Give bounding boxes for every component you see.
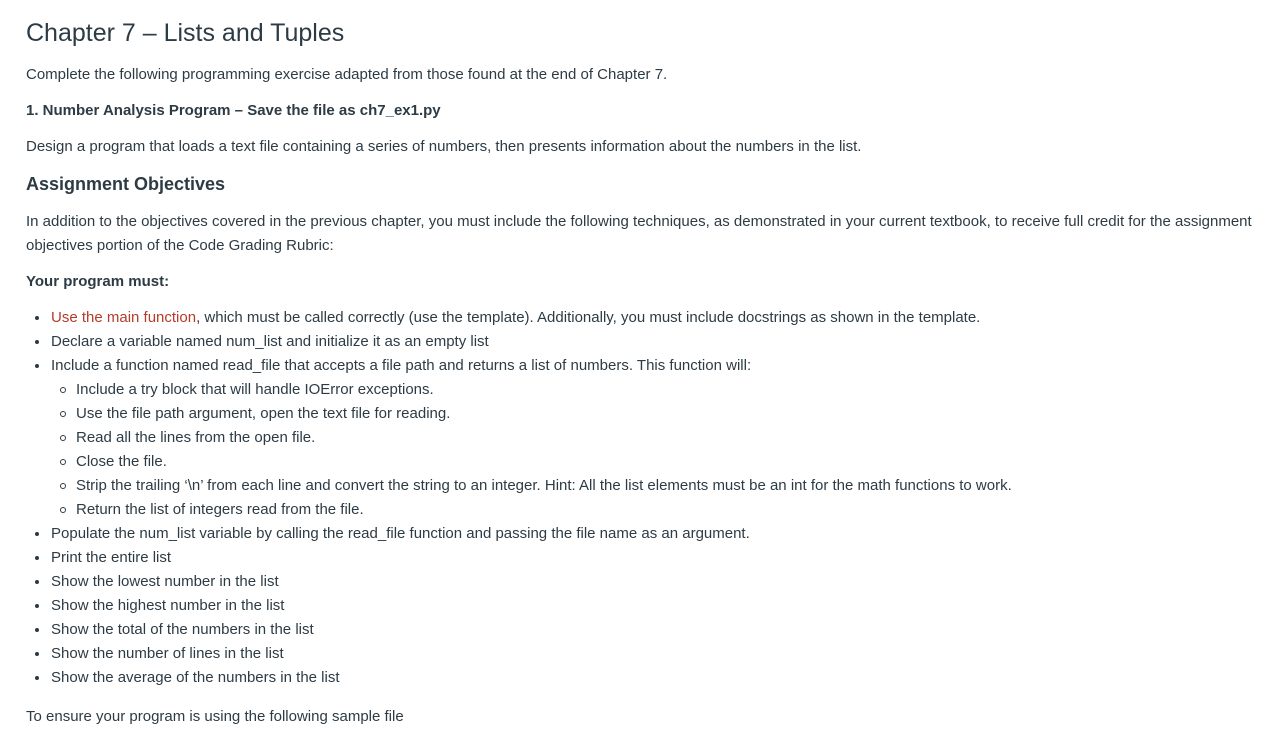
objectives-heading: Assignment Objectives (26, 174, 226, 194)
list-item (26, 666, 1012, 690)
objectives-text: In addition to the objectives covered in the previous chapter, you must include the following techniques, as demonstrated in your current textbook, to receive full credit for the assignment objectives portion of the Code Grading Rubric: (26, 213, 1252, 254)
cutoff-text: To ensure your program is using the following sample file (26, 708, 404, 725)
list-item (26, 306, 1012, 330)
list-item-text: Include a function named read_file that accepts a file path and returns a list of numbers. This function will: (51, 357, 752, 374)
bullet-icon (35, 628, 39, 632)
list-item-text: Show the highest number in the list (51, 597, 285, 614)
list-item (26, 618, 1012, 642)
page-title: Chapter 7 – Lists and Tuples (26, 19, 345, 47)
list-item-text: Show the lowest number in the list (51, 573, 279, 590)
bullet-icon (35, 580, 39, 584)
main-function-link[interactable]: Use the main function (51, 309, 197, 326)
list-item-text: Declare a variable named num_list and initialize it as an empty list (51, 333, 489, 350)
bullet-icon (35, 316, 39, 320)
must-heading: Your program must: (26, 273, 170, 290)
bullet-icon (35, 364, 39, 368)
circle-bullet-icon (60, 387, 66, 393)
circle-bullet-icon (60, 483, 66, 489)
list-item-text: Show the total of the numbers in the list (51, 621, 314, 638)
list-item-text: , which must be called correctly (use the template). Additionally, you must include docstrings as shown in the template. (196, 309, 981, 326)
sublist-item-text: Close the file. (76, 453, 167, 470)
requirements-list (26, 306, 1012, 690)
sublist-item-text: Return the list of integers read from the file. (76, 501, 364, 518)
sublist-item-text: Use the file path argument, open the text file for reading. (76, 405, 451, 422)
circle-bullet-icon (60, 411, 66, 417)
list-item (26, 330, 1012, 354)
bullet-icon (35, 604, 39, 608)
sublist-item (51, 474, 1012, 498)
bullet-icon (35, 556, 39, 560)
sublist-item (51, 426, 1012, 450)
sublist-item-text: Read all the lines from the open file. (76, 429, 316, 446)
list-item (26, 570, 1012, 594)
cutoff-next-paragraph (26, 699, 404, 725)
intro-text: Complete the following programming exercise adapted from those found at the end of Chapter 7. (26, 66, 668, 83)
sublist-item-text: Include a try block that will handle IOError exceptions. (76, 381, 434, 398)
circle-bullet-icon (60, 459, 66, 465)
list-item (26, 642, 1012, 666)
bullet-icon (35, 676, 39, 680)
list-item-text: Print the entire list (51, 549, 172, 566)
sublist-item (51, 498, 1012, 522)
list-item (26, 546, 1012, 570)
sublist-item (51, 402, 1012, 426)
list-item-text: Show the average of the numbers in the list (51, 669, 340, 686)
sublist-item (51, 378, 1012, 402)
exercise-heading: 1. Number Analysis Program – Save the file as ch7_ex1.py (26, 102, 441, 119)
bullet-icon (35, 340, 39, 344)
sublist-item-text: Strip the trailing ‘\n’ from each line and convert the string to an integer. Hint: All the list elements must be an int for the math functions to work. (76, 477, 1012, 494)
circle-bullet-icon (60, 435, 66, 441)
read-file-sublist (51, 378, 1012, 522)
bullet-icon (35, 532, 39, 536)
list-item (26, 522, 1012, 546)
list-item (26, 354, 1012, 522)
sublist-item (51, 450, 1012, 474)
design-text: Design a program that loads a text file containing a series of numbers, then presents information about the numbers in the list. (26, 138, 862, 155)
list-item-text: Populate the num_list variable by calling the read_file function and passing the file name as an argument. (51, 525, 750, 542)
bullet-icon (35, 652, 39, 656)
circle-bullet-icon (60, 507, 66, 513)
list-item-text: Show the number of lines in the list (51, 645, 284, 662)
list-item (26, 594, 1012, 618)
